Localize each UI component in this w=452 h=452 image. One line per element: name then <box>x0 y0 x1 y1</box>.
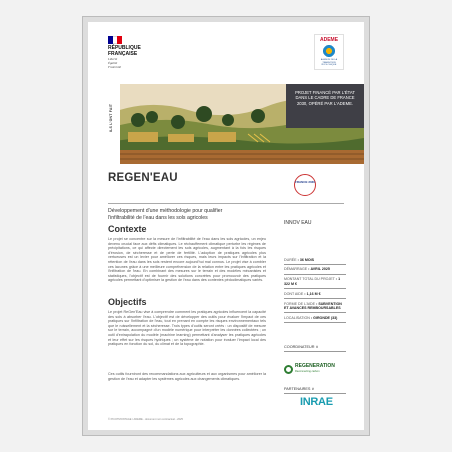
ademe-emblem-icon <box>322 44 336 58</box>
coordinator-label: COORDINATEUR ∨ <box>284 344 346 352</box>
flag-red-band <box>117 36 122 44</box>
partner-logo: INRAE <box>300 396 333 408</box>
objectifs-text: Le projet ReGen'Eau vise à comprendre comment les pratiques agricoles influencent la capacité des sols à absorber l'eau. L'objectif est de développer des outils pour évaluer l'impact de ces pratiques sur l'infiltration de l'eau, tout en prenant en compte les risques environnementaux tels que le ruissellement et la sécheresse. Trois types d'outils seront créés : un dispositif de mesure sur le terrain, accompagné d'un modèle numérique pour interpréter les données collectées ; un outil d'extrapolation du modèle (machine learning) permettant d'analyser les pratiques agricoles et leur effet sur les risques hydriques ; un système de notation pour évaluer l'impact local des pratiques en fonction du sol, du climat et de la topographie. <box>108 310 266 347</box>
ademe-subtitle: AGENCE DE LA TRANSITION ÉCOLOGIQUE <box>320 59 338 67</box>
republique-francaise-logo <box>108 36 168 69</box>
republic-line2: FRANÇAISE <box>108 50 138 57</box>
objectifs-heading: Objectifs <box>108 297 147 307</box>
lead-text: Développement d'une méthodologie pour qualifier l'infiltrabilité de l'eau dans les sols agricoles <box>108 208 223 221</box>
coordinator-name: REGENERATION <box>295 363 335 369</box>
ademe-name: ADEME <box>319 37 339 43</box>
fact-item: DÉMARRAGE • AVRIL 2025 <box>284 265 346 275</box>
page-title: REGEN'EAU <box>108 172 178 184</box>
contexte-heading: Contexte <box>108 224 147 234</box>
ademe-logo <box>314 34 344 70</box>
motto-word: Fraternité <box>108 64 122 69</box>
partners-label: PARTENAIRES ∨ <box>284 386 346 394</box>
objectifs-text-2: Ces outils fourniront des recommandations aux agriculteurs et aux organismes pour améliorer la gestion de l'eau et adapter les systèmes agricoles aux changements climatiques. <box>108 372 266 381</box>
france-2030-logo <box>294 174 316 196</box>
republic-motto <box>108 58 168 69</box>
project-facts <box>284 255 346 323</box>
illustration-banner <box>108 84 364 164</box>
france-2030-text: FRANCE 2030 <box>295 180 316 184</box>
coordinator-logo <box>284 363 346 375</box>
coordinator-tagline: Reconnecting carbon <box>295 370 320 373</box>
french-flag-icon <box>108 36 122 44</box>
project-funding-box: PROJET FINANCÉ PAR L'ÉTAT DANS LE CADRE DE FRANCE 2030, OPÉRÉ PAR L'ADEME. <box>286 84 364 128</box>
fact-item: MONTANT TOTAL DU PROJET • 1 322 M € <box>284 275 346 289</box>
fact-item: FORME DE L'AIDE • SUBVENTION ET AVANCES REMBOURSABLES <box>284 299 346 313</box>
category-label: INNOV EAU <box>284 220 312 226</box>
fact-item: DONT AIDE • 1,16 M € <box>284 289 346 299</box>
document-page <box>88 22 364 430</box>
regeneration-circle-icon <box>284 365 293 374</box>
footer-credit: © PICOTMONTAGE / ADEME - document non contractuel - 2025 <box>108 418 183 421</box>
motto-word: Liberté <box>108 57 118 61</box>
fact-item: LOCALISATION • GIRONDE (33) <box>284 313 346 323</box>
title-divider <box>108 203 344 204</box>
banner-side-label: ILS L'ONT FAIT <box>109 103 113 132</box>
republic-line1: RÉPUBLIQUE <box>108 45 141 51</box>
banner-side-tab <box>108 84 120 164</box>
motto-word: Égalité <box>108 60 118 65</box>
fact-item: DURÉE • 36 MOIS <box>284 255 346 265</box>
contexte-text: Le projet se concentre sur la mesure de l'infiltrabilité de l'eau dans les sols agricoles, un enjeu devenu crucial face aux défis climatiques. Le réchauffement climatique perturbe les régimes de précipitations, ce qui affecte directement les sols agricoles, augmentant à la fois les risques d'érosion, de sécheresse et de perte de fertilité. L'adoption de pratiques agricoles plus vertueuses est un levier pour améliorer ces risques, mais leurs impacts sur l'infiltration et la rétention de l'eau dans les sols restent encore aujourd'hui mal connus. Le projet vise à combler ces lacunes grâce à une meilleure compréhension de la relation entre les pratiques agricoles et l'infiltration de l'eau. En combinant des mesures sur le terrain et des modèles mécanistes et statistiques, l'objectif est de fournir des solutions concrètes pour promouvoir des pratiques agricoles permettant d'optimiser la gestion de l'eau dans des contextes pédoclimatiques variés. <box>108 237 266 283</box>
